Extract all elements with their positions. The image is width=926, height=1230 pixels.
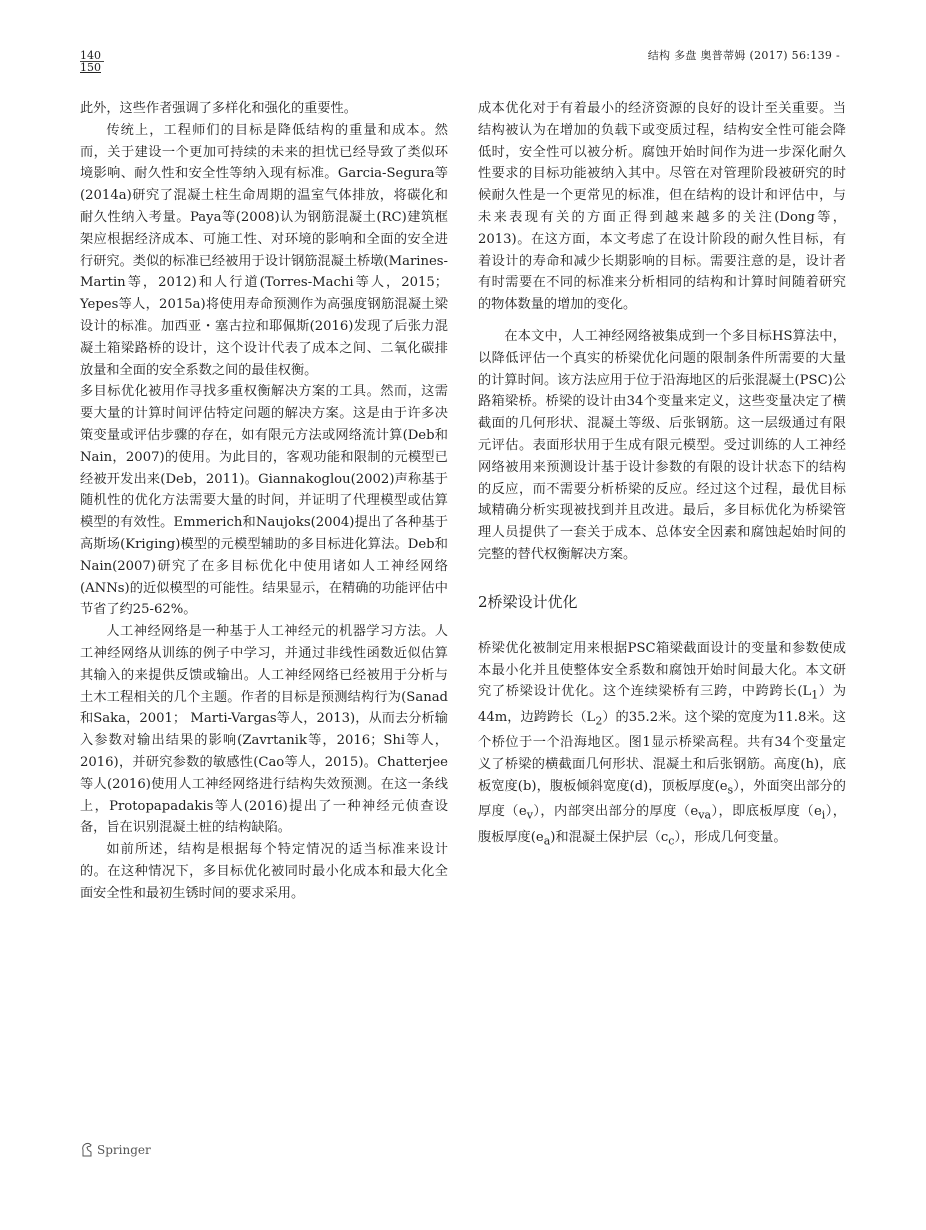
paragraph: 多目标优化被用作寻找多重权衡解决方案的工具。然而，这需要大量的计算时间评估特定问题的解决方案。这是由于许多决策变量或评估步骤的存在，如有限元方法或网络流计算(Deb和Nain，2007)的使用。为此目的，客观功能和限制的元模型已经被开发出来(Deb，2011)。Giannakoglou(2002)声称基于随机性的优化方法需要大量的时间，并证明了代理模型或估算模型的有效性。Emmerich和Naujoks(2004)提出了各种基于高斯场(Kriging)模型的元模型辅助的多目标进化算法。Deb和Nain(2007)研究了在多目标优化中使用诸如人工神经网络(ANNs)的近似模型的可能性。结果显示，在精确的功能评估中节省了约25-62%。 [80,384,448,618]
subscript: va [698,808,712,822]
publisher-name: Springer [97,1143,151,1157]
paragraph [478,638,846,852]
subscript: 1 [811,688,819,702]
subscript: v [526,808,533,822]
paragraph: 如前所述，结构是根据每个特定情况的适当标准来设计的。在这种情况下，多目标优化被同时最小化成本和最大化全面安全性和最初生锈时间的要求采用。 [80,842,448,901]
springer-horse-icon [80,1142,94,1157]
page-range [80,50,104,74]
text-run: ），外面突出部分的厚度（e [478,778,846,820]
text-run: ）为44m，边跨跨长（L [478,684,847,725]
text-run: ），内部突出部分的厚度（e [532,804,699,820]
subscript: a [543,834,551,848]
publisher-logo [80,1142,151,1157]
left-column [80,98,448,904]
subscript: 2 [595,714,603,728]
text-run: 桥梁优化被制定用来根据PSC箱梁截面设计的变量和参数使成本最小化并且使整体安全系数和腐蚀开始时间最大化。本文研究了桥梁设计优化。这个连续梁桥有三跨，中跨跨长(L [478,640,846,700]
text-run: )和混凝土保护层（c [550,829,669,845]
page-end: 150 [80,61,101,74]
journal-citation: 结构 多盘 奥普蒂姆 (2017) 56:139 - [647,49,840,62]
text-run: ），腹板厚度(e [478,804,846,845]
text-run: ）的35.2米。这个梁的宽度为11.8米。这个桥位于一个沿海地区。图1显示桥梁高程。共有34个变量定义了桥梁的横截面几何形状、混凝土和后张钢筋。高度(h)，底板宽度(b)，腹板倾斜宽度(d)，顶板厚度(e [478,709,846,794]
text-run: ），形成几何变量。 [674,829,787,845]
paragraph: 成本优化对于有着最小的经济资源的良好的设计至关重要。当结构被认为在增加的负载下或变质过程，结构安全性可能会降低时，安全性可以被分析。腐蚀开始时间作为进一步深化耐久性要求的目标功能被纳入其中。尽管在对管理阶段被研究的时候耐久性是一个更常见的标准，但在结构的设计和评估中，与未来表现有关的方面正得到越来越多的关注(Dong等，2013)。在这方面，本文考虑了在设计阶段的耐久性目标，有着设计的寿命和减少长期影响的目标。需要注意的是，设计者有时需要在不同的标准来分析相同的结构和计算时间随着研究的物体数量的增加的变化。 [478,101,846,313]
text-run: ），即底板厚度（e [711,804,822,820]
right-column [478,98,846,852]
paragraph: 在本文中，人工神经网络被集成到一个多目标HS算法中，以降低评估一个真实的桥梁优化问题的限制条件所需要的大量的计算时间。该方法应用于位于沿海地区的后张混凝土(PSC)公路箱梁桥。桥梁的设计由34个变量来定义，这些变量决定了横截面的几何形状、混凝土等级、后张钢筋。这一层级通过有限元评估。表面形状用于生成有限元模型。受过训练的人工神经网络被用来预测设计基于设计参数的有限的设计状态下的结构的反应，而不需要分析桥梁的反应。经过这个过程，最优目标域精确分析实现被找到并且改进。最后，多目标优化为桥梁管理人员提供了一套关于成本、总体安全因素和腐蚀起始时间的完整的替代权衡解决方案。 [478,328,846,562]
paragraph: 此外，这些作者强调了多样化和强化的重要性。 [80,101,357,116]
paragraph: 传统上，工程师们的目标是降低结构的重量和成本。然而，关于建设一个更加可持续的未来的担忧已经导致了类似环境影响、耐久性和安全性等纳入现有标准。Garcia-Segura等(2014a)研究了混凝土柱生命周期的温室气体排放，将碳化和耐久性纳入考量。Paya等(2008)认为钢筋混凝土(RC)建筑框架应根据经济成本、可施工性、对环境的影响和全面的安全进行研究。类似的标准已经被用于设计钢筋混凝土桥墩(Marines-Martin等，2012)和人行道(Torres-Machi等人，2015；Yepes等人，2015a)将使用寿命预测作为高强度钢筋混凝土梁设计的标准。加西亚・塞古拉和耶佩斯(2016)发现了后张力混凝土箱梁路桥的设计，这个设计代表了成本之间、二氧化碳排放量和全面的安全系数之间的最佳权衡。 [80,122,448,378]
section-heading: 2桥梁设计优化 [478,592,578,611]
paragraph: 人工神经网络是一种基于人工神经元的机器学习方法。人工神经网络从训练的例子中学习，并通过非线性函数近似估算其输入的来提供反馈或输出。人工神经网络已经被用于分析与土木工程相关的几个主题。作者的目标是预测结构行为(Sanad和Saka，2001； Marti-Vargas等人，2013)，从而去分析输入参数对输出结果的影响(Zavrtanik等，2016；Shi等人，2016)，并研究参数的敏感性(Cao等人，2015)。Chatterjee等人(2016)使用人工神经网络进行结构失效预测。在这一条线上，Protopapadakis等人(2016)提出了一种神经元侦查设备，旨在识别混凝土桩的结构缺陷。 [80,624,448,836]
subscript: c [668,834,675,848]
subscript: s [727,783,734,797]
page-start: 140 [80,49,101,62]
header-rule [80,61,104,62]
subscript: i [821,808,826,822]
